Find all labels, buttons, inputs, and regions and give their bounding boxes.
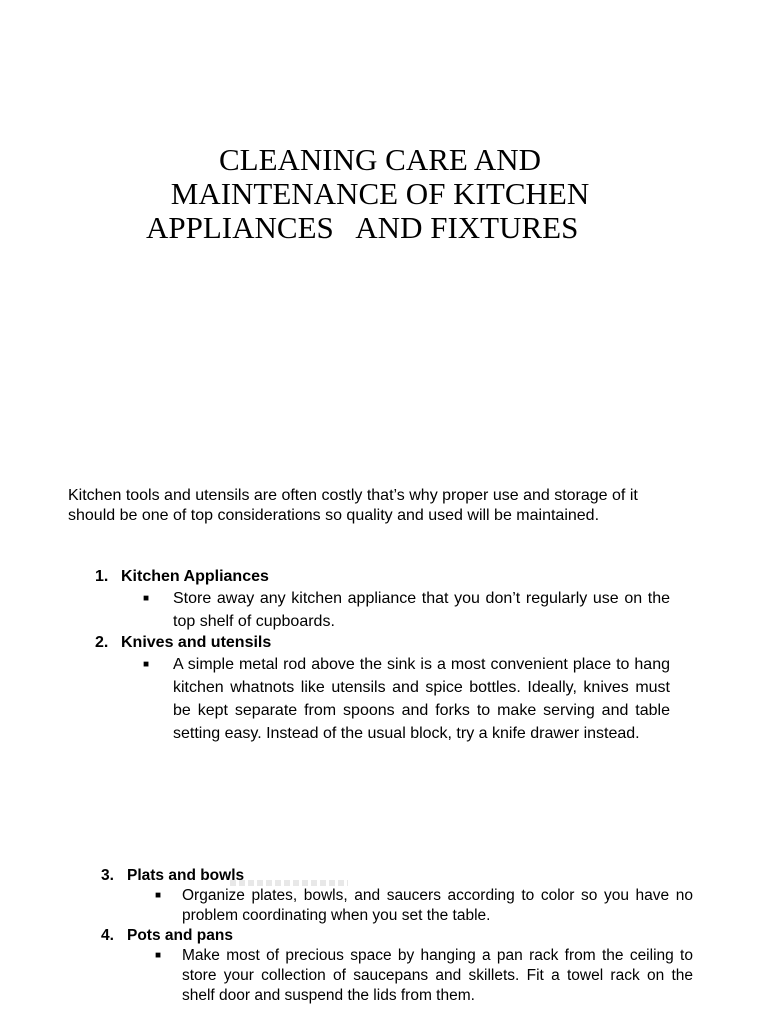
- section-heading: [95, 567, 670, 587]
- section-heading-text: Plats and bowls: [127, 867, 245, 884]
- section-heading: [95, 633, 670, 653]
- title-line-2: MAINTENANCE OF KITCHEN: [170, 176, 590, 211]
- bullet-square-icon: ■: [155, 950, 162, 961]
- section-list-part-2: [101, 866, 693, 1006]
- bullet-square-icon: ■: [143, 593, 150, 604]
- section-heading-text: Knives and utensils: [121, 634, 272, 651]
- title-line-3: APPLIANCES AND FIXTURES: [146, 210, 579, 245]
- bullet-text: Make most of precious space by hanging a pan rack from the ceiling to store your collection of saucepans and skillets. Fit a towel rack on the shelf door and suspend the lids from them.: [182, 947, 693, 1004]
- title-line-1: CLEANING CARE AND: [218, 142, 542, 177]
- intro-paragraph: Kitchen tools and utensils are often costly that’s why proper use and storage of it should be one of top considerations so quality and used will be maintained.: [68, 487, 638, 524]
- bullet-text: Organize plates, bowls, and saucers according to color so you have no problem coordinating when you set the table.: [182, 887, 693, 924]
- section-number: 1.: [95, 568, 109, 585]
- section-heading: [101, 926, 693, 946]
- list-item: [95, 567, 670, 633]
- bullet-item: [155, 886, 693, 926]
- section-heading-text: Kitchen Appliances: [121, 568, 269, 585]
- section-number: 3.: [101, 867, 114, 884]
- bullet-item: [143, 653, 670, 745]
- bullet-text: A simple metal rod above the sink is a most convenient place to hang kitchen whatnots like utensils and spice bottles. Ideally, knives must be kept separate from spoons and forks to make serving and table setting easy. Instead of the usual block, try a knife drawer instead.: [173, 656, 670, 742]
- section-number: 4.: [101, 927, 114, 944]
- section-heading: [101, 866, 693, 886]
- bullet-item: [155, 946, 693, 1006]
- bullet-text: Store away any kitchen appliance that you don’t regularly use on the top shelf of cupboards.: [173, 590, 670, 630]
- list-item: [101, 926, 693, 1006]
- bullet-square-icon: ■: [155, 890, 162, 901]
- list-item: [101, 866, 693, 926]
- bullet-square-icon: ■: [143, 659, 150, 670]
- section-number: 2.: [95, 634, 109, 651]
- bullet-item: [143, 587, 670, 633]
- list-item: [95, 633, 670, 745]
- document-title: [100, 143, 660, 245]
- section-list-part-1: [95, 567, 670, 745]
- section-heading-text: Pots and pans: [127, 927, 233, 944]
